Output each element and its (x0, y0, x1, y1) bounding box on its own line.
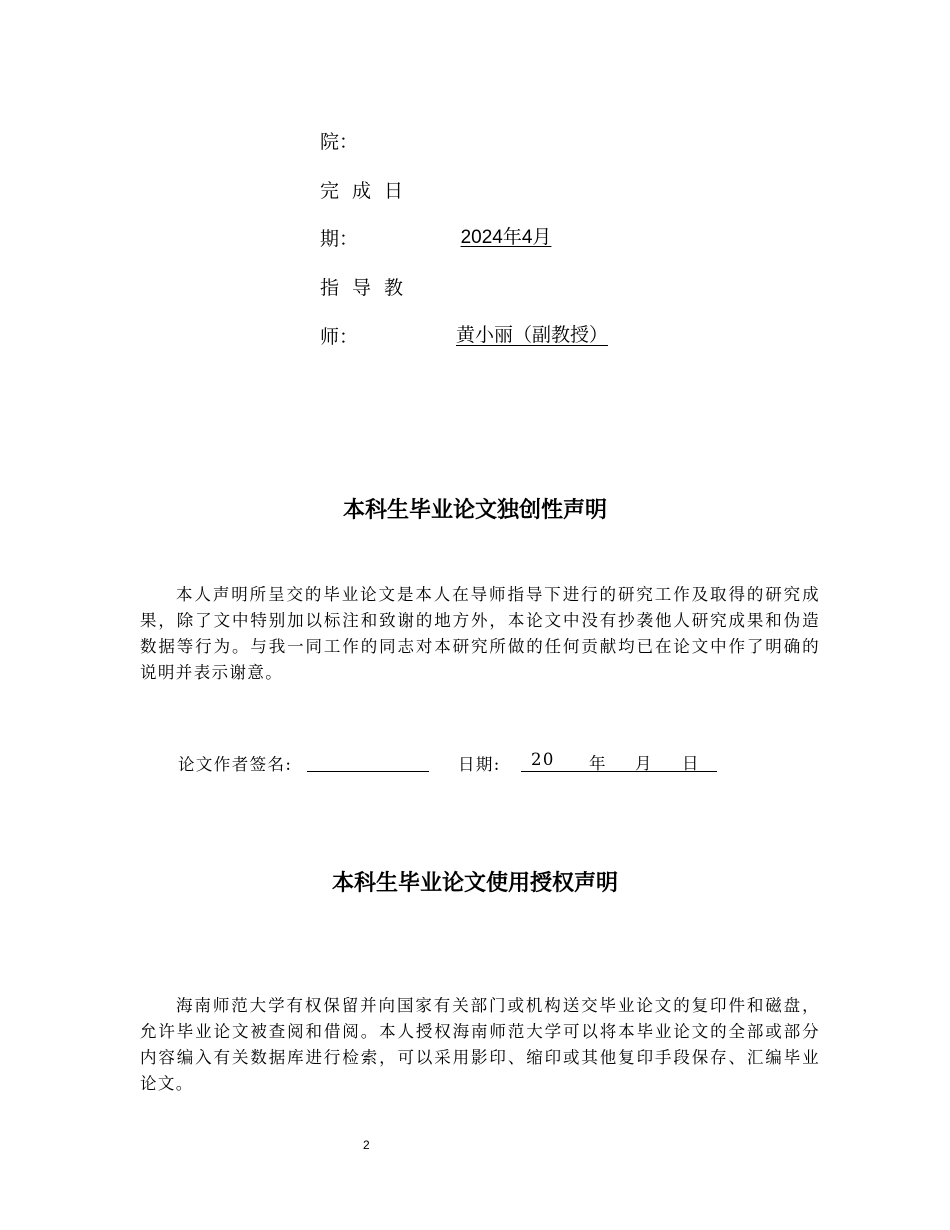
date-year-unit: 年 (589, 754, 607, 773)
completion-date-label-bottom: 期： (320, 228, 359, 250)
originality-title: 本科生毕业论文独创性声明 (342, 498, 607, 523)
page-number: 2 (363, 1138, 370, 1152)
completion-date-label-top: 完成日 (320, 180, 417, 202)
completion-date-value: 2024年4月 (460, 227, 552, 248)
signature-label: 论文作者签名: (178, 755, 293, 774)
date-blank (521, 750, 717, 772)
signature-blank (307, 753, 429, 772)
originality-body: 本人声明所呈交的毕业论文是本人在导师指导下进行的研究工作及取得的研究成果，除了文中特别加以标注和致谢的地方外，本论文中没有抄袭他人研究成果和伪造数据等行为。与我一同工作的同志对本研究所做的任何贡献均已在论文中作了明确的说明并表示谢意。 (140, 585, 820, 682)
college-label: 院： (320, 131, 359, 153)
date-month-unit: 月 (635, 754, 653, 773)
date-year: 20 (531, 750, 555, 769)
date-day-unit: 日 (682, 754, 700, 773)
date-label: 日期: (458, 755, 501, 774)
authorization-body: 海南师范大学有权保留并向国家有关部门或机构送交毕业论文的复印件和磁盘，允许毕业论文被查阅和借阅。本人授权海南师范大学可以将本毕业论文的全部或部分内容编入有关数据库进行检索，可以采用影印、缩印或其他复印手段保存、汇编毕业论文。 (140, 996, 820, 1093)
advisor-label-top: 指导教 (320, 277, 417, 299)
advisor-value: 黄小丽（副教授） (455, 324, 608, 346)
advisor-label-bottom: 师： (320, 326, 359, 348)
signature-row (178, 751, 292, 775)
authorization-title: 本科生毕业论文使用授权声明 (331, 871, 618, 896)
